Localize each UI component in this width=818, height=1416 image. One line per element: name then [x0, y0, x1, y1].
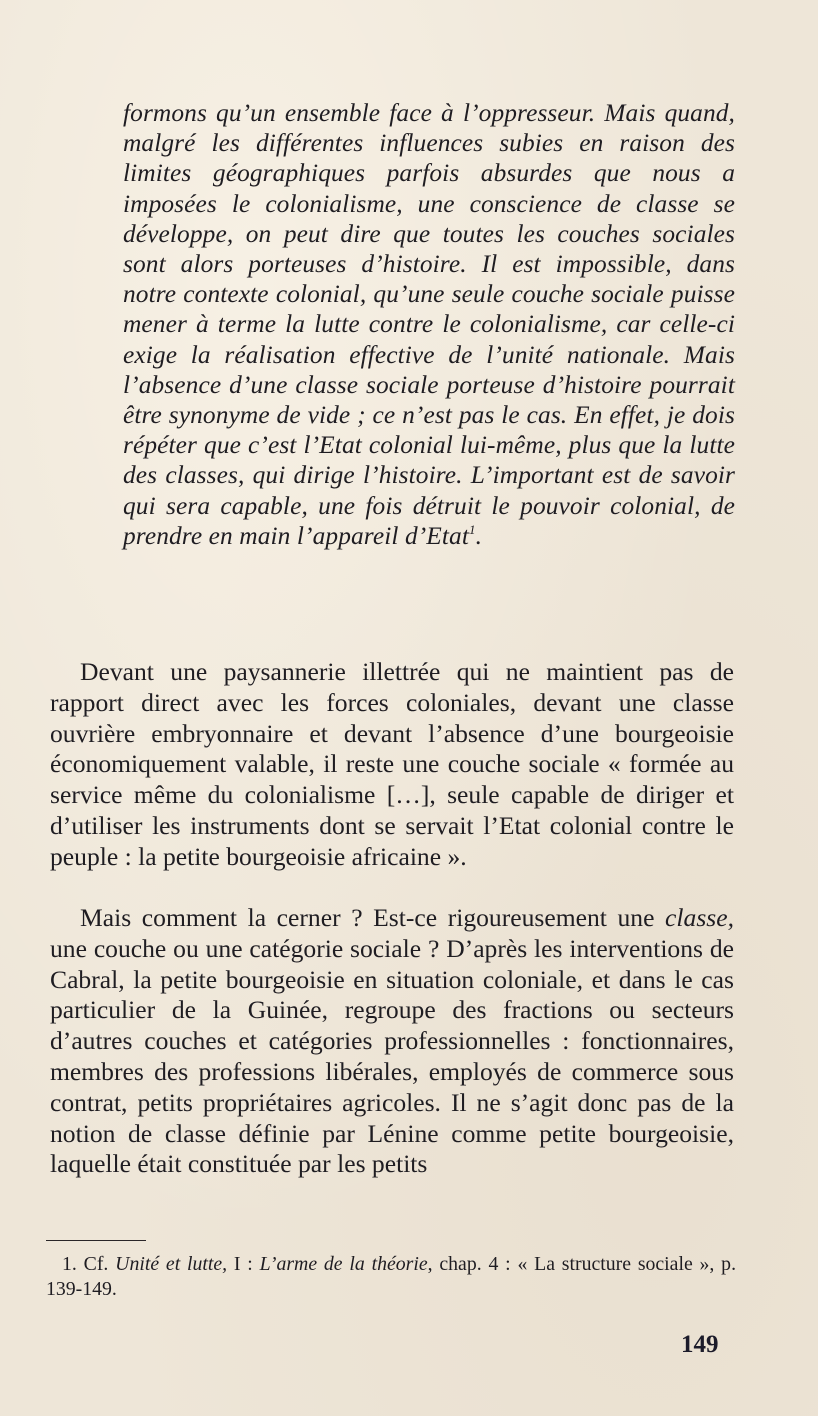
- footnote-number: 1. Cf.: [62, 1253, 116, 1275]
- footnote-title-2: L’arme de la théorie: [259, 1253, 428, 1275]
- paragraph-text: Devant une paysannerie illettrée qui ne maintient pas de rapport direct avec les forces coloniales, devant une classe ouvrière embryonnaire et devant l’absence d’une bourgeoisie économiquement valable, il reste une couche sociale « formée au service même du colonialisme […], seule capable de diriger et d’utiliser les instruments dont se servait l’Etat colonial contre le peuple : la petite bourgeoisie africaine ».: [50, 657, 734, 871]
- footnote: [46, 1252, 736, 1301]
- quote-end-punctuation: .: [475, 521, 483, 550]
- paragraph-text-start: Mais comment la cerner ? Est-ce rigoureusement une: [80, 903, 666, 932]
- footnote-title-1: Unité et lutte,: [115, 1253, 228, 1275]
- page-number: 149: [681, 1331, 719, 1358]
- body-paragraph-1: [50, 657, 734, 873]
- quote-paragraph: [123, 98, 735, 551]
- block-quote: [123, 98, 735, 551]
- paragraph-text: [50, 903, 734, 1180]
- body-paragraph-2: [50, 903, 734, 1180]
- quote-text: formons qu’un ensemble face à l’oppresseur. Mais quand, malgré les différentes influences subies en raison des limites géographiques parfois absurdes que nous a imposées le colonialisme, une conscience de classe se développe, on peut dire que toutes les couches sociales sont alors porteuses d’histoire. Il est impossible, dans notre contexte colonial, qu’une seule couche sociale puisse mener à terme la lutte contre le colonialisme, car celle-ci exige la réalisation effective de l’unité nationale. Mais l’absence d’une classe sociale porteuse d’histoire pourrait être synonyme de vide ; ce n’est pas le cas. En effet, je dois répéter que c’est l’Etat colonial lui-même, plus que la lutte des classes, qui dirige l’histoire. L’important est de savoir qui sera capable, une fois détruit le pouvoir colonial, de prendre en main l’appareil d’Etat: [123, 99, 735, 550]
- footnote-text: [46, 1252, 736, 1301]
- footnote-mid: I :: [227, 1253, 260, 1275]
- emphasis-classe: classe,: [665, 903, 734, 932]
- footnote-end: , chap. 4 : « La structure sociale », p. 139-149.: [46, 1253, 737, 1300]
- footnote-separator: [46, 1240, 146, 1241]
- paragraph-text-end: une couche ou une catégorie sociale ? D’après les interventions de Cabral, la petite bourgeoisie en situation coloniale, et dans le cas particulier de la Guinée, regroupe des fractions ou secteurs d’autres couches et catégories professionnelles : fonctionnaires, membres des professions libérales, employés de commerce sous contrat, petits propriétaires agricoles. Il ne s’agit donc pas de la notion de classe définie par Lénine comme petite bourgeoisie, laquelle était constituée par les petits: [50, 933, 734, 1179]
- footnote-reference: 1: [469, 521, 476, 537]
